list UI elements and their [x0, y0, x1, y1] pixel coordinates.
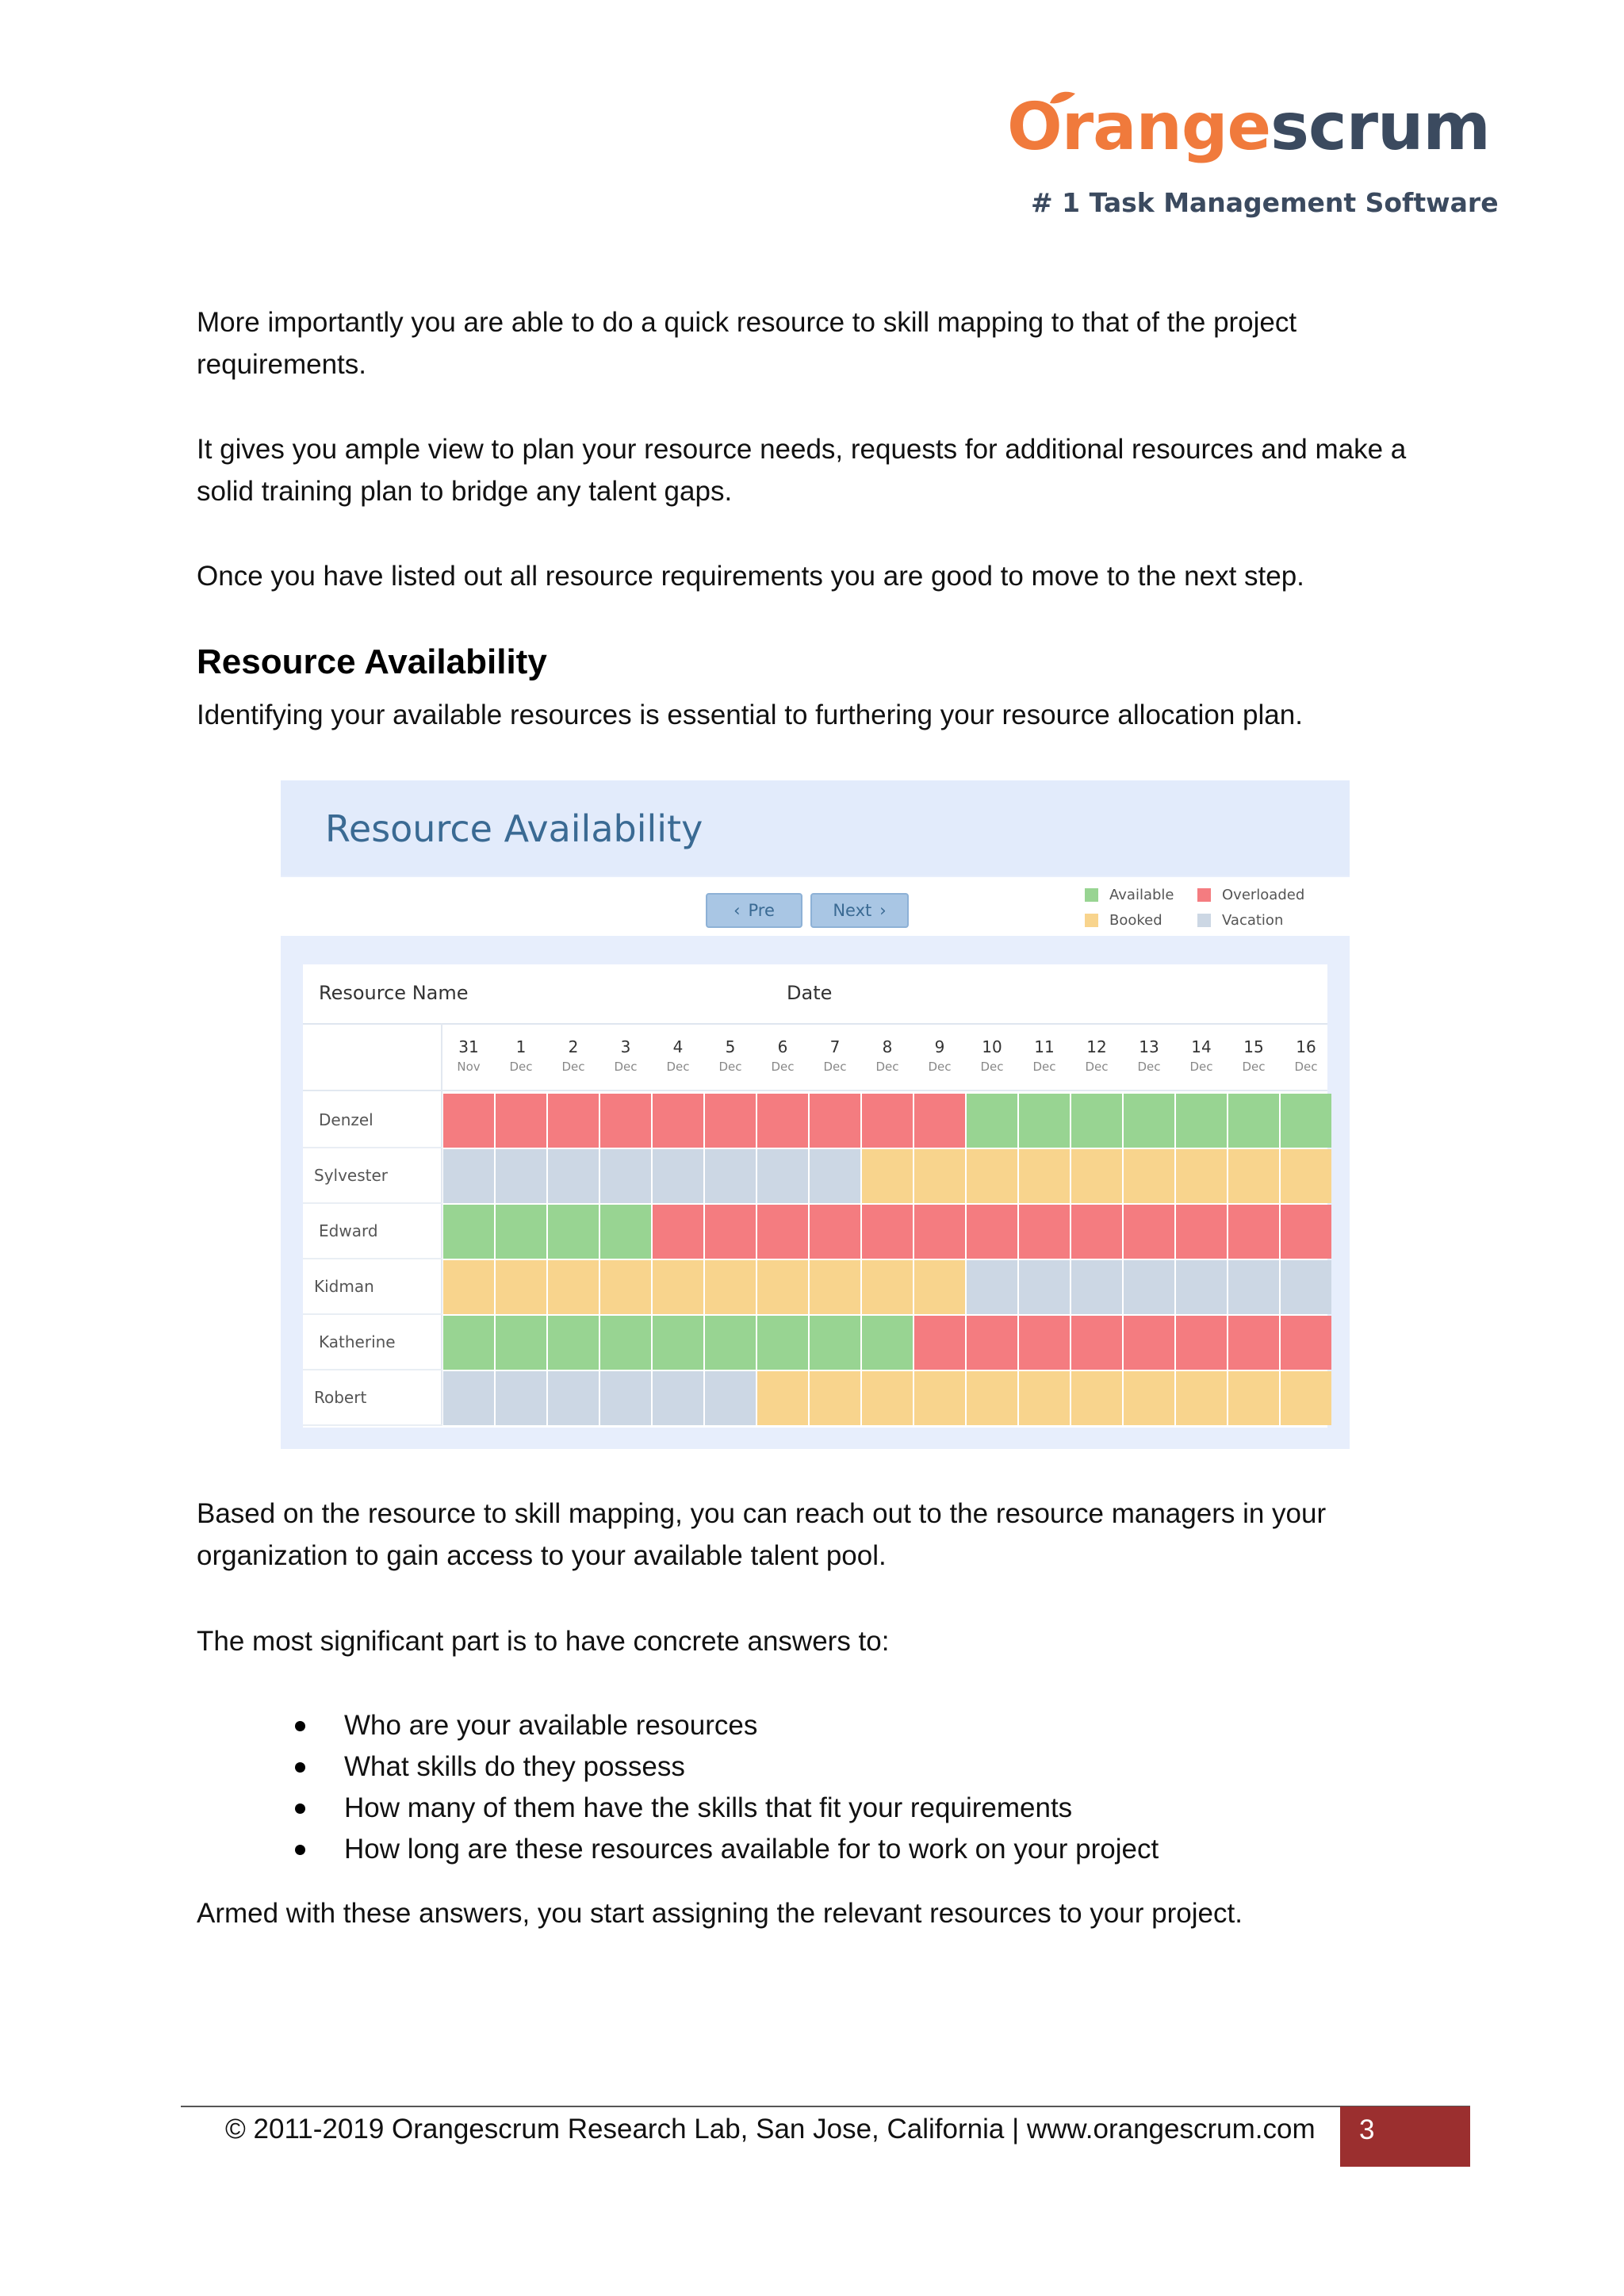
availability-cell	[496, 1205, 546, 1259]
availability-cell	[810, 1316, 860, 1370]
availability-cell	[600, 1205, 651, 1259]
availability-cell	[600, 1316, 651, 1370]
availability-cell	[705, 1316, 756, 1370]
logo-wordmark: Orangescrum	[1007, 90, 1490, 165]
availability-cell	[1019, 1260, 1070, 1314]
availability-cell	[1281, 1205, 1331, 1259]
pre-button-label: Pre	[748, 901, 775, 920]
resource-name: Denzel	[303, 1093, 442, 1148]
availability-cell	[600, 1149, 651, 1203]
availability-cell	[1071, 1371, 1122, 1425]
availability-cell	[1124, 1316, 1174, 1370]
availability-cell	[1019, 1316, 1070, 1370]
availability-cell	[443, 1371, 494, 1425]
availability-cell	[443, 1094, 494, 1148]
resource-name: Edward	[303, 1204, 442, 1259]
resource-name: Sylvester	[303, 1148, 442, 1204]
date-column-header: 3 Dec	[614, 1037, 638, 1074]
availability-cell	[496, 1094, 546, 1148]
availability-cell	[653, 1316, 703, 1370]
date-column-header: 12 Dec	[1085, 1037, 1109, 1074]
availability-cell	[705, 1149, 756, 1203]
availability-cell	[757, 1371, 808, 1425]
availability-cell	[653, 1205, 703, 1259]
date-column-header: 8 Dec	[875, 1037, 899, 1074]
availability-cell	[967, 1094, 1017, 1148]
list-item: How many of them have the skills that fit your requirements	[295, 1788, 1159, 1829]
legend-swatch	[1197, 888, 1211, 902]
availability-cell	[1228, 1205, 1279, 1259]
availability-cell	[548, 1149, 599, 1203]
date-column-header: 5 Dec	[718, 1037, 742, 1074]
availability-cell	[810, 1371, 860, 1425]
date-column-header: 9 Dec	[928, 1037, 952, 1074]
date-column-header: 16 Dec	[1294, 1037, 1318, 1074]
figure-header	[281, 780, 1350, 876]
footer-copyright: © 2011-2019 Orangescrum Research Lab, San Jose, California | www.orangescrum.com	[225, 2114, 1316, 2145]
availability-cell	[1071, 1149, 1122, 1203]
figure-toolbar	[281, 877, 1350, 936]
availability-cell	[443, 1205, 494, 1259]
chevron-left-icon: ‹	[733, 901, 741, 920]
availability-cell	[862, 1094, 913, 1148]
logo-tagline: # 1 Task Management Software	[1031, 187, 1499, 218]
availability-cell	[548, 1205, 599, 1259]
availability-cell	[548, 1316, 599, 1370]
list-item: Who are your available resources	[295, 1705, 1159, 1746]
availability-cell	[757, 1316, 808, 1370]
paragraph-next-step: Once you have listed out all resource requirements you are good to move to the next step.	[197, 561, 1304, 592]
resource-availability-figure	[281, 780, 1350, 1449]
section-heading: Resource Availability	[197, 642, 547, 681]
legend-overloaded: Overloaded	[1197, 887, 1304, 903]
date-column-header: 4 Dec	[666, 1037, 690, 1074]
availability-cell	[653, 1371, 703, 1425]
availability-cell	[548, 1094, 599, 1148]
availability-cell	[548, 1371, 599, 1425]
availability-cell	[496, 1316, 546, 1370]
availability-cell	[548, 1260, 599, 1314]
availability-cell	[1228, 1371, 1279, 1425]
availability-cell	[600, 1260, 651, 1314]
legend-available: Available	[1085, 887, 1174, 903]
resource-name: Katherine	[303, 1315, 442, 1370]
availability-cell	[1176, 1205, 1227, 1259]
question-list	[295, 1705, 1159, 1870]
availability-cell	[496, 1260, 546, 1314]
resource-name: Kidman	[303, 1259, 442, 1315]
paragraph-concrete-answers: The most significant part is to have concrete answers to:	[197, 1626, 890, 1657]
availability-cell	[967, 1371, 1017, 1425]
next-button-label: Next	[833, 901, 872, 920]
availability-cell	[862, 1260, 913, 1314]
availability-cell	[810, 1149, 860, 1203]
availability-cell	[914, 1260, 965, 1314]
availability-cell	[967, 1205, 1017, 1259]
availability-cell	[705, 1260, 756, 1314]
availability-cell	[1281, 1260, 1331, 1314]
availability-cell	[1071, 1260, 1122, 1314]
availability-cell	[810, 1205, 860, 1259]
date-column-header: 6 Dec	[771, 1037, 795, 1074]
availability-cell	[1228, 1094, 1279, 1148]
availability-cell	[967, 1316, 1017, 1370]
availability-cell	[810, 1260, 860, 1314]
availability-cell	[1176, 1260, 1227, 1314]
legend-swatch	[1085, 888, 1098, 902]
availability-cell	[653, 1094, 703, 1148]
availability-cell	[1228, 1316, 1279, 1370]
availability-cell	[1071, 1094, 1122, 1148]
availability-cell	[1019, 1205, 1070, 1259]
paragraph-resource-needs: It gives you ample view to plan your resource needs, requests for additional resources and make a solid training plan to bridge any talent gaps.	[197, 434, 1407, 507]
availability-cell	[1281, 1094, 1331, 1148]
date-column-header: 31 Nov	[457, 1037, 481, 1074]
availability-cell	[967, 1260, 1017, 1314]
pre-button[interactable]	[706, 893, 802, 928]
list-item: How long are these resources available for to work on your project	[295, 1829, 1159, 1870]
availability-cell	[1019, 1149, 1070, 1203]
table-header	[303, 964, 1327, 1025]
availability-cell	[757, 1094, 808, 1148]
availability-cell	[1071, 1316, 1122, 1370]
legend-swatch	[1197, 914, 1211, 927]
availability-cell	[757, 1260, 808, 1314]
date-column-header: 13 Dec	[1137, 1037, 1161, 1074]
availability-cell	[653, 1260, 703, 1314]
availability-cell	[443, 1149, 494, 1203]
availability-cell	[862, 1316, 913, 1370]
paragraph-talent-pool: Based on the resource to skill mapping, you can reach out to the resource managers in your organization to gain access to your available talent pool.	[197, 1498, 1327, 1571]
availability-cell	[1176, 1371, 1227, 1425]
availability-cell	[914, 1149, 965, 1203]
availability-cell	[967, 1149, 1017, 1203]
list-item: What skills do they possess	[295, 1746, 1159, 1788]
paragraph-identify-resources: Identifying your available resources is essential to furthering your resource allocation plan.	[197, 700, 1303, 730]
bullet-icon	[295, 1762, 305, 1773]
availability-cell	[1124, 1149, 1174, 1203]
column-header-resource: Resource Name	[319, 982, 469, 1004]
date-column-header: 14 Dec	[1189, 1037, 1213, 1074]
availability-cell	[1281, 1316, 1331, 1370]
availability-cell	[1124, 1371, 1174, 1425]
date-column-header: 11 Dec	[1032, 1037, 1056, 1074]
availability-cell	[1019, 1371, 1070, 1425]
resource-name: Robert	[303, 1370, 442, 1426]
availability-cell	[1124, 1260, 1174, 1314]
availability-cell	[757, 1149, 808, 1203]
availability-cell	[653, 1149, 703, 1203]
date-column-header: 7 Dec	[823, 1037, 847, 1074]
header-divider	[303, 1090, 1327, 1091]
availability-cell	[600, 1094, 651, 1148]
page-number: 3	[1340, 2106, 1470, 2167]
availability-cell	[496, 1371, 546, 1425]
availability-cell	[705, 1371, 756, 1425]
availability-cell	[914, 1205, 965, 1259]
next-button[interactable]	[810, 893, 909, 928]
availability-cell	[1281, 1149, 1331, 1203]
date-column-header: 10 Dec	[980, 1037, 1004, 1074]
paragraph-armed: Armed with these answers, you start assigning the relevant resources to your project.	[197, 1898, 1243, 1929]
bullet-icon	[295, 1845, 305, 1855]
chevron-right-icon: ›	[879, 901, 887, 920]
footer-divider	[181, 2106, 1470, 2107]
availability-cell	[862, 1149, 913, 1203]
availability-cell	[1124, 1094, 1174, 1148]
legend-swatch	[1085, 914, 1098, 927]
availability-cell	[1124, 1205, 1174, 1259]
availability-cell	[810, 1094, 860, 1148]
availability-cell	[1176, 1149, 1227, 1203]
availability-cell	[914, 1094, 965, 1148]
legend-vacation: Vacation	[1197, 912, 1283, 929]
bullet-icon	[295, 1721, 305, 1731]
availability-cell	[705, 1094, 756, 1148]
availability-cell	[862, 1205, 913, 1259]
availability-cell	[600, 1371, 651, 1425]
availability-cell	[1228, 1149, 1279, 1203]
availability-cell	[1019, 1094, 1070, 1148]
date-column-header: 15 Dec	[1242, 1037, 1266, 1074]
availability-cell	[1228, 1260, 1279, 1314]
availability-cell	[496, 1149, 546, 1203]
bullet-icon	[295, 1803, 305, 1814]
availability-cell	[1071, 1205, 1122, 1259]
column-header-date: Date	[787, 982, 833, 1004]
availability-cell	[1281, 1371, 1331, 1425]
paragraph-skill-mapping: More importantly you are able to do a quick resource to skill mapping to that of the project requirements.	[197, 307, 1297, 380]
availability-cell	[914, 1371, 965, 1425]
availability-cell	[1176, 1316, 1227, 1370]
date-column-header: 1 Dec	[509, 1037, 533, 1074]
availability-table	[303, 964, 1327, 1428]
availability-cell	[757, 1205, 808, 1259]
availability-cell	[443, 1316, 494, 1370]
availability-cell	[1176, 1094, 1227, 1148]
figure-title: Resource Availability	[325, 807, 703, 850]
availability-cell	[705, 1205, 756, 1259]
date-column-header: 2 Dec	[561, 1037, 585, 1074]
legend-booked: Booked	[1085, 912, 1162, 929]
orangescrum-logo	[1007, 90, 1499, 230]
availability-cell	[443, 1260, 494, 1314]
availability-cell	[862, 1371, 913, 1425]
availability-cell	[914, 1316, 965, 1370]
